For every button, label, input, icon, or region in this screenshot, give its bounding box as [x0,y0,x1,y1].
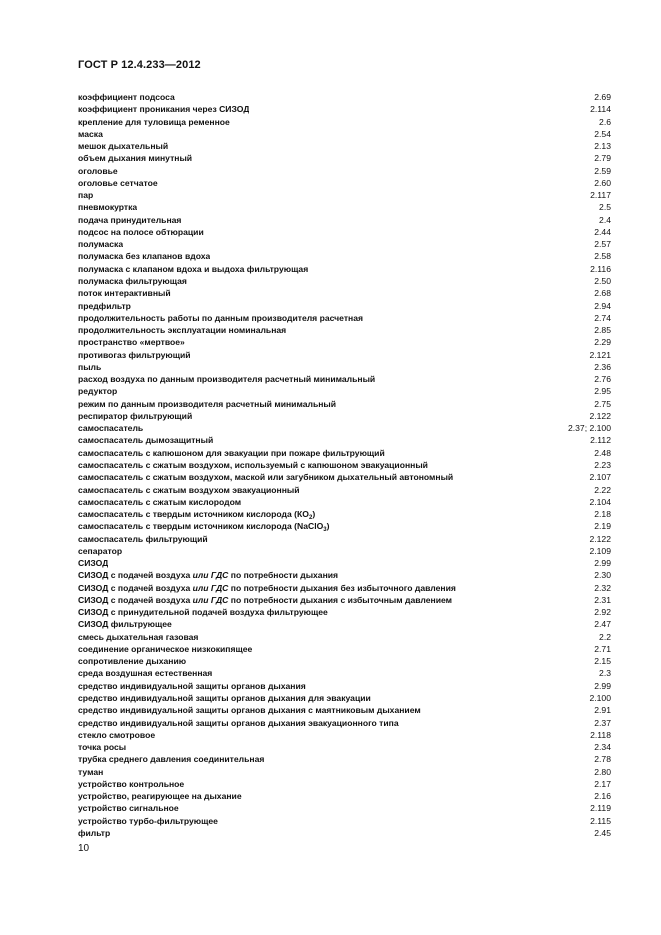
index-entry-ref: 2.71 [594,643,611,654]
index-entry [78,790,611,802]
index-entry [78,704,611,716]
page-number: 10 [78,843,90,854]
index-entry-term: коэффициент подсоса [78,92,175,102]
index-entry-term: полумаска без клапанов вдоха [78,251,211,262]
index-entry-ref: 2.78 [594,754,611,765]
index-entry [78,631,611,643]
index-entry-ref: 2.104 [589,496,611,507]
index-entry-term: поток интерактивный [78,288,171,299]
index-entry-ref: 2.23 [594,459,611,470]
index-entry-term: устройство, реагирующее на дыхание [78,791,242,802]
index-entry-term: продолжительность эксплуатации номинальная [78,325,287,336]
index-entry-ref: 2.100 [589,693,611,704]
index-entry [78,753,611,765]
index-entry-term: респиратор фильтрующий [78,410,193,421]
index-entry-ref: 2.112 [590,435,611,446]
index-entry-term: предфильтр [78,300,131,311]
index-entry-term: подсос на полосе обтюрации [78,226,204,237]
index-entry-term: самоспасатель с сжатым воздухом, используемый с капюшоном эвакуационный [78,459,428,470]
index-entry-ref: 2.91 [594,705,611,716]
index-entry-ref: 2.36 [594,361,611,372]
index-entry [78,410,611,422]
index-entry [78,618,611,630]
index-entry-ref: 2.59 [594,165,611,176]
index-entry-term: пар [78,190,94,201]
index-entry-ref: 2.99 [594,680,611,691]
index-entry [78,177,611,189]
index-entry-ref: 2.29 [594,337,611,348]
index-entry-term: противогаз фильтрующий [78,349,191,360]
index-entry-term: СИЗОД с подачей воздуха или ГДС по потребности дыхания [78,570,339,581]
index-entry [78,336,611,348]
index-entry-term: крепление для туловища ременное [78,116,230,127]
index-entry-ref: 2.13 [594,141,611,152]
index-entry-term: устройство контрольное [78,778,185,789]
index-entry [78,827,611,839]
index-entry [78,287,611,299]
index-entry [78,385,611,397]
index-entry-ref: 2.57 [594,239,611,250]
index-entry-term: редуктор [78,386,118,397]
index-entry-term: средство индивидуальной защиты органов дыхания эвакуационного типа [78,717,399,728]
index-entry-ref: 2.121 [589,349,611,360]
index-entry-ref: 2.107 [589,472,611,483]
index-entry-term: самоспасатель с твердым источником кислорода (NaClO$_3$) [78,521,330,533]
index-entry-term: самоспасатель фильтрующий [78,533,208,544]
index-entry-ref: 2.34 [594,742,611,753]
index-entry-ref: 2.6 [599,116,611,127]
index-entry-term: сепаратор [78,545,123,556]
index-entry-ref: 2.4 [599,214,611,225]
index-entry-ref: 2.16 [594,791,611,802]
index-entry [78,238,611,250]
index-entry [78,606,611,618]
index-entry-ref: 2.48 [594,447,611,458]
index-entry [78,300,611,312]
index-entry-term: коэффициент проникания через СИЗОД [78,104,250,115]
index-entry-term: самоспасатель дымозащитный [78,435,214,446]
index-entry-ref: 2.79 [594,153,611,164]
index-entry-term: оголовье [78,165,118,176]
index-entry [78,91,611,103]
document-header: ГОСТ Р 12.4.233—2012 [78,59,201,71]
index-entry [78,778,611,790]
index-entry-term: самоспасатель с сжатым воздухом эвакуационный [78,484,300,495]
index-entry-term: соединение органическое низкокипящее [78,643,253,654]
index-entry-term: среда воздушная естественная [78,668,213,679]
index-entry-ref: 2.118 [590,729,611,740]
index-entry [78,643,611,655]
index-entry-ref: 2.50 [594,275,611,286]
index-entry [78,594,611,606]
index-entry-ref: 2.76 [594,374,611,385]
index-entry-term: фильтр [78,827,111,838]
index-entry [78,165,611,177]
index-entry-ref: 2.2 [599,631,611,642]
index-entry-ref: 2.19 [594,521,611,532]
index-entry [78,484,611,496]
index-entry [78,349,611,361]
index-entry-ref: 2.114 [590,104,611,115]
index-entry [78,152,611,164]
index-entry [78,116,611,128]
index-entry-term: трубка среднего давления соединительная [78,754,265,765]
index-entry-ref: 2.80 [594,766,611,777]
index-entry [78,545,611,557]
index-entry-term: устройство сигнальное [78,803,179,814]
index-entry-term: СИЗОД фильтрующее [78,619,172,630]
index-entry-ref: 2.15 [594,656,611,667]
index-entry-term: средство индивидуальной защиты органов дыхания с маятниковым дыханием [78,705,421,716]
index-entry-ref: 2.44 [594,226,611,237]
index-entry-ref: 2.122 [589,410,611,421]
index-entry [78,692,611,704]
index-entry-ref: 2.85 [594,325,611,336]
index-entry-ref: 2.32 [594,582,611,593]
index-entry-term: устройство турбо-фильтрующее [78,815,218,826]
index-entry-term: СИЗОД с принудительной подачей воздуха фильтрующее [78,607,328,618]
index-entry [78,680,611,692]
index-entry-term: пространство «мертвое» [78,337,185,348]
index-entry-term: пневмокуртка [78,202,138,213]
index-entry [78,422,611,434]
index-entry [78,520,611,532]
index-entry-ref: 2.45 [594,827,611,838]
index-entry-ref: 2.30 [594,570,611,581]
index-entry [78,312,611,324]
index-entry-ref: 2.47 [594,619,611,630]
index-entry-term: полумаска [78,239,124,250]
index-entry-ref: 2.74 [594,312,611,323]
index-entry [78,459,611,471]
index-entry-ref: 2.37 [594,717,611,728]
index-entry-term: туман [78,766,104,777]
index-entry-ref: 2.69 [594,92,611,102]
index-entry [78,275,611,287]
index-entry [78,250,611,262]
index-entry [78,103,611,115]
index-entry [78,140,611,152]
index-entry-term: СИЗОД с подачей воздуха или ГДС по потребности дыхания с избыточным давлением [78,594,453,605]
index-entry [78,802,611,814]
index-entry-ref: 2.92 [594,607,611,618]
index-entry [78,201,611,213]
index-entry [78,361,611,373]
index-entry [78,189,611,201]
index-entry [78,557,611,569]
index-entry [78,226,611,238]
index-entry [78,667,611,679]
index-entry-term: самоспасатель с капюшоном для эвакуации при пожаре фильтрующий [78,447,385,458]
index-entry [78,729,611,741]
index-entry [78,324,611,336]
index-entry-term: пыль [78,361,102,372]
index-entry-term: продолжительность работы по данным производителя расчетная [78,312,364,323]
index-entry [78,434,611,446]
index-entry [78,815,611,827]
index-entry-ref: 2.75 [594,398,611,409]
index-entry-term: оголовье сетчатое [78,177,158,188]
index-entry-ref: 2.122 [589,533,611,544]
index-entry-term: самоспасатель с сжатым воздухом, маской или загубником дыхательный автономный [78,472,454,483]
index-entry [78,447,611,459]
index-entry [78,508,611,520]
index-entry-ref: 2.117 [590,190,611,201]
index-entry-ref: 2.3 [599,668,611,679]
index-entry-ref: 2.31 [594,594,611,605]
index-entry-ref: 2.60 [594,177,611,188]
index-entry [78,569,611,581]
index-entry-term: подача принудительная [78,214,182,225]
index-entry [78,766,611,778]
index-entry-term: полумаска с клапаном вдоха и выдоха фильтрующая [78,263,309,274]
index-entry-term: полумаска фильтрующая [78,275,187,286]
index-entry-term: точка росы [78,742,127,753]
index-entry-ref: 2.95 [594,386,611,397]
index-entry-term: сопротивление дыханию [78,656,187,667]
index-entry-term: маска [78,128,103,139]
index-entry [78,214,611,226]
index-entry [78,471,611,483]
index-entry-ref: 2.5 [599,202,611,213]
index-entry-ref: 2.17 [594,778,611,789]
index-entry [78,533,611,545]
index-entry-term: СИЗОД [78,558,109,569]
index-entry-term: средство индивидуальной защиты органов дыхания [78,680,306,691]
index-entry [78,717,611,729]
index-entry [78,128,611,140]
index-entry-ref: 2.119 [590,803,611,814]
index-entry-term: самоспасатель с сжатым кислородом [78,496,242,507]
index-entry-ref: 2.109 [589,545,611,556]
index-entry [78,263,611,275]
index-entry-ref: 2.18 [594,509,611,520]
index-list [78,91,611,839]
index-entry-ref: 2.116 [590,263,611,274]
index-entry-ref: 2.37; 2.100 [567,423,611,434]
index-entry-term: смесь дыхательная газовая [78,631,199,642]
index-entry-ref: 2.99 [594,558,611,569]
index-entry-term: самоспасатель с твердым источником кислорода $(КО_2)$ [78,509,316,521]
index-entry-term: средство индивидуальной защиты органов дыхания для эвакуации [78,693,371,704]
index-entry-term: режим по данным производителя расчетный минимальный [78,398,337,409]
index-entry-ref: 2.94 [594,300,611,311]
index-entry-term: стекло смотровое [78,729,156,740]
index-entry-ref: 2.22 [594,484,611,495]
index-entry-term: расход воздуха по данным производителя расчетный минимальный [78,374,376,385]
index-entry-ref: 2.115 [590,815,611,826]
index-entry-term: самоспасатель [78,423,144,434]
index-entry [78,582,611,594]
index-entry-term: объем дыхания минутный [78,153,193,164]
index-entry-term: СИЗОД с подачей воздуха или ГДС по потребности дыхания без избыточного давления [78,582,456,593]
index-entry [78,398,611,410]
index-entry-ref: 2.58 [594,251,611,262]
index-entry [78,655,611,667]
index-entry-ref: 2.68 [594,288,611,299]
index-entry [78,496,611,508]
index-entry-term: мешок дыхательный [78,141,169,152]
index-entry [78,373,611,385]
index-entry [78,741,611,753]
index-entry-ref: 2.54 [594,128,611,139]
